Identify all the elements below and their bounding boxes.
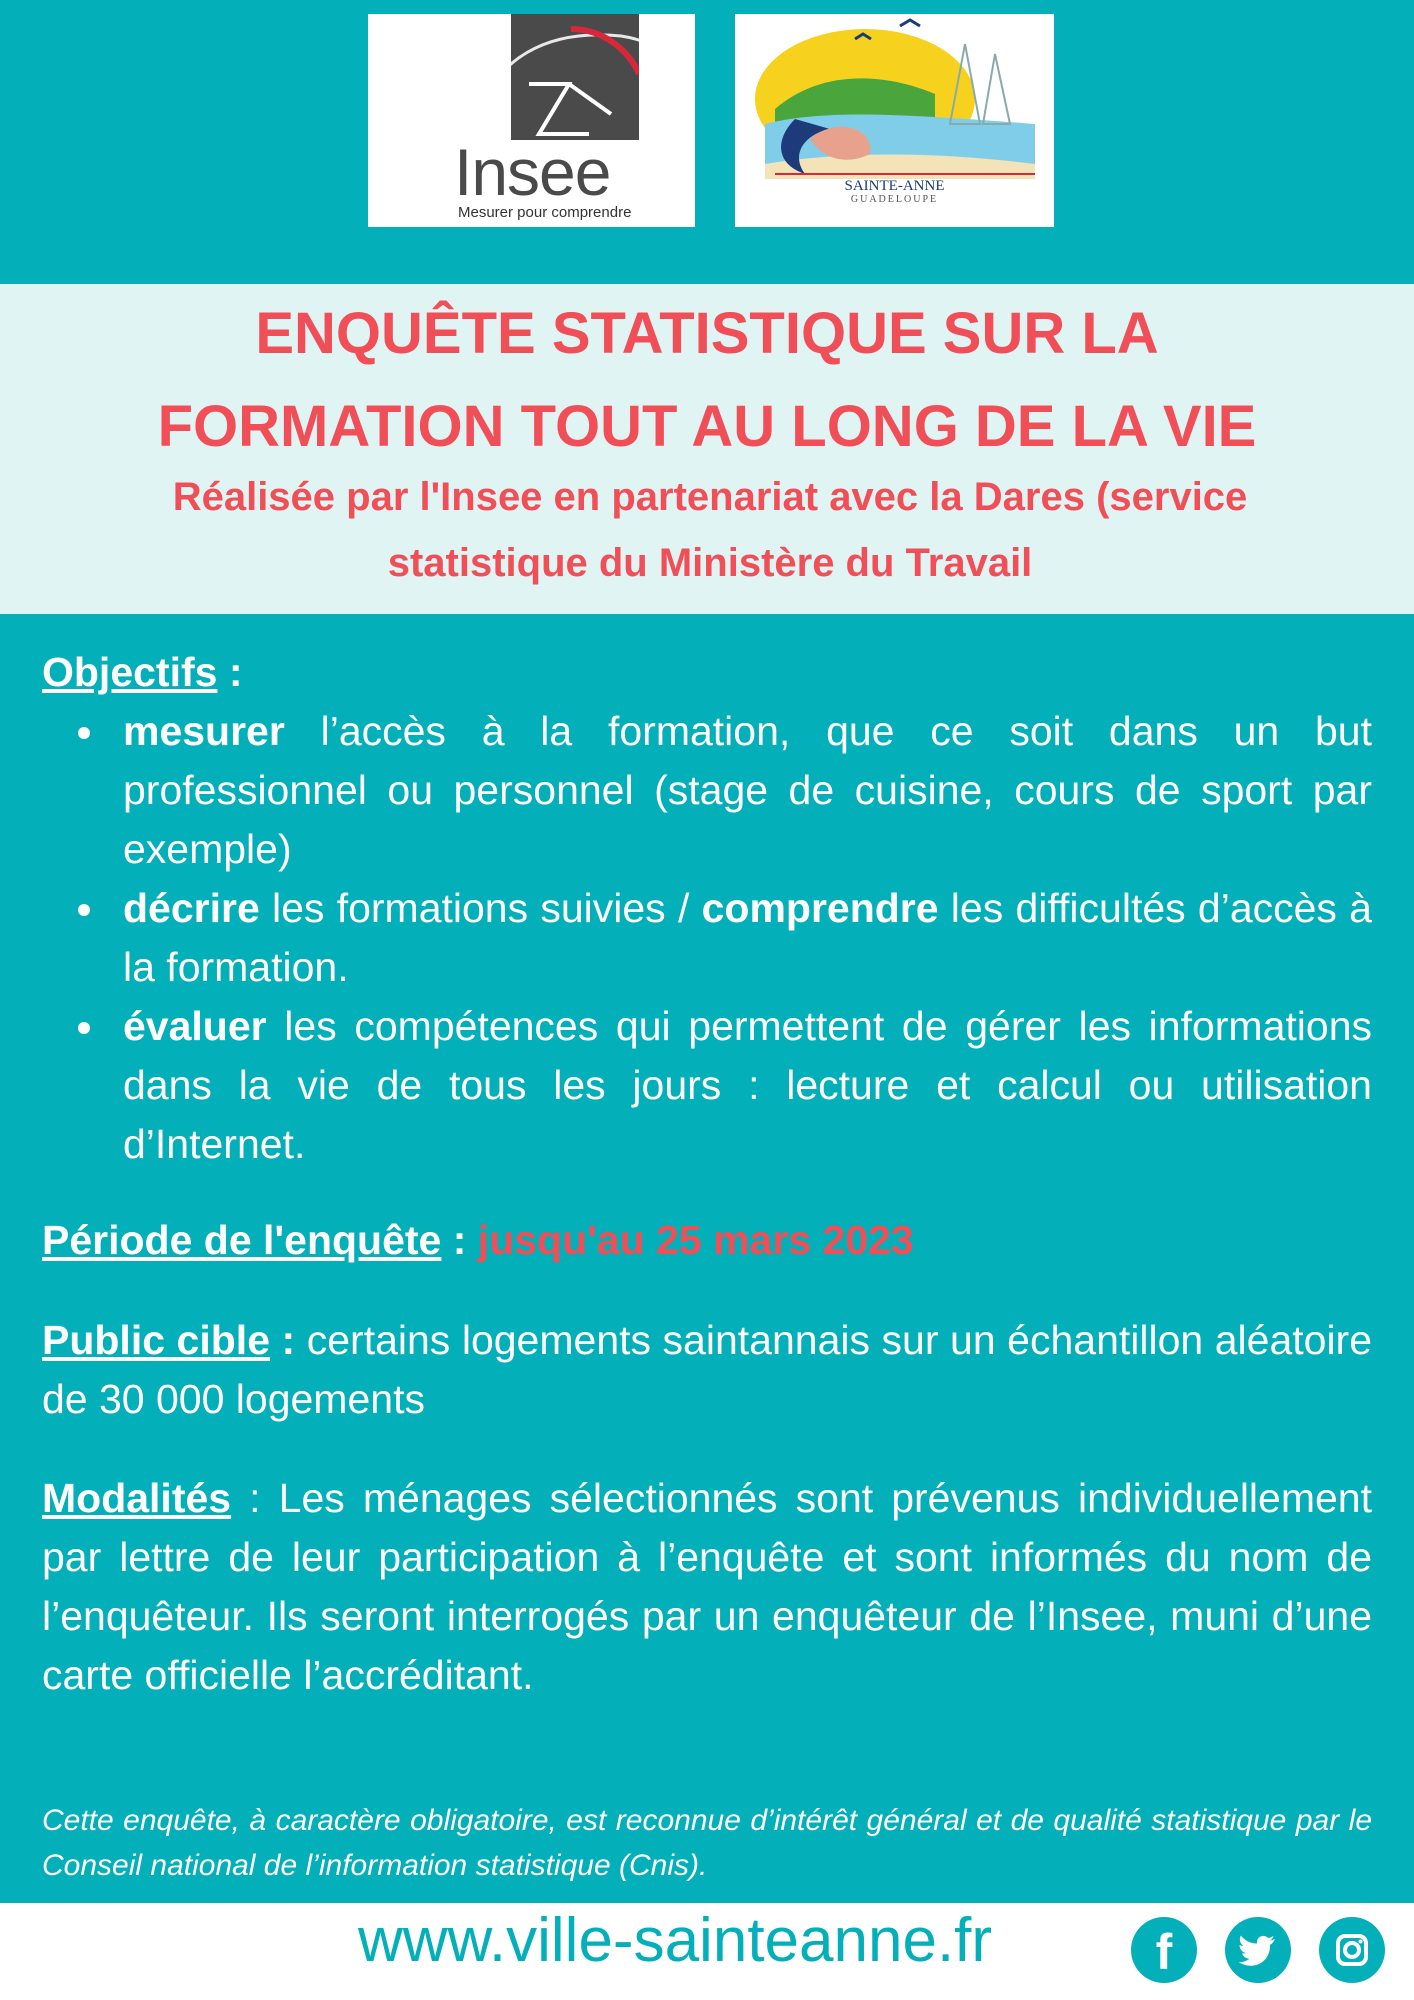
bullet-icon: [78, 904, 90, 916]
footer-bar: [0, 1903, 1414, 2000]
objectif-text: les compétences qui permettent de gérer les informations dans la vie de tous les jours : lecture et calcul ou utilisation d’Internet.: [123, 1003, 1372, 1167]
modalites-label: Modalités: [42, 1475, 232, 1521]
instagram-icon[interactable]: [1319, 1917, 1385, 1983]
subtitle-line-2: statistique du Ministère du Travail: [387, 541, 1033, 585]
sainte-anne-logo: [735, 14, 1054, 227]
bullet-icon: [78, 727, 90, 739]
objectifs-colon: :: [217, 649, 243, 695]
bullet-icon: [78, 1022, 90, 1034]
objectif-text: les formations suivies /: [259, 885, 702, 931]
insee-tagline: Mesurer pour comprendre: [458, 204, 632, 221]
objectif-keyword: mesurer: [123, 708, 285, 754]
list-item: [42, 997, 1372, 1174]
sainte-anne-name: SAINTE-ANNE: [844, 178, 945, 194]
page-title-line-2: FORMATION TOUT AU LONG DE LA VIE: [157, 394, 1257, 459]
objectif-keyword: évaluer: [123, 1003, 267, 1049]
public-section: [42, 1311, 1372, 1429]
modalites-text: : Les ménages sélectionnés sont prévenus individuellement par lettre de leur participation à l’enquête et sont informés du nom de l’enquêteur. Ils seront interrogés par un enquêteur de l’Insee, muni d’une carte officielle l’accréditant.: [42, 1475, 1372, 1698]
facebook-glyph: f: [1155, 1924, 1173, 1980]
website-link[interactable]: www.ville-sainteanne.fr: [358, 1906, 993, 1975]
objectif-text: les difficultés d’accès à la formation.: [123, 885, 1372, 990]
public-label: Public cible: [42, 1317, 270, 1363]
insee-logo: [368, 14, 695, 227]
objectifs-section: [42, 643, 1372, 1174]
objectifs-list: [42, 702, 1372, 1174]
page-title-line-1: ENQUÊTE STATISTIQUE SUR LA: [255, 301, 1159, 366]
modalites-section: [42, 1469, 1372, 1705]
objectif-text: l’accès à la formation, que ce soit dans un but professionnel ou personnel (stage de cuisine, cours de sport par exemple): [123, 708, 1372, 872]
periode-value: jusqu'au 25 mars 2023: [477, 1217, 914, 1263]
sainte-anne-subtitle: GUADELOUPE: [850, 194, 939, 205]
sainte-anne-emblem: [735, 14, 1054, 179]
twitter-icon[interactable]: [1225, 1917, 1291, 1983]
objectif-keyword: décrire: [123, 885, 260, 931]
legal-footnote: Cette enquête, à caractère obligatoire, est reconnue d’intérêt général et de qualité statistique par le Conseil national de l’information statistique (Cnis).: [42, 1804, 1372, 1882]
periode-label: Période de l'enquête: [42, 1217, 442, 1263]
public-text: certains logements saintannais sur un échantillon aléatoire de 30 000 logements: [42, 1317, 1373, 1422]
facebook-icon[interactable]: [1131, 1917, 1197, 1983]
periode-section: [42, 1211, 1372, 1270]
list-item: [42, 879, 1372, 997]
public-colon: :: [270, 1317, 296, 1363]
subtitle-line-1: Réalisée par l'Insee en partenariat avec la Dares (service: [172, 475, 1248, 519]
list-item: [42, 702, 1372, 879]
insee-logo-mark: [511, 14, 639, 140]
logo-row: [0, 14, 1414, 228]
insee-wordmark: Insee: [454, 135, 611, 209]
objectifs-label: Objectifs: [42, 649, 218, 695]
periode-colon: :: [441, 1217, 478, 1263]
objectif-keyword: comprendre: [701, 885, 939, 931]
